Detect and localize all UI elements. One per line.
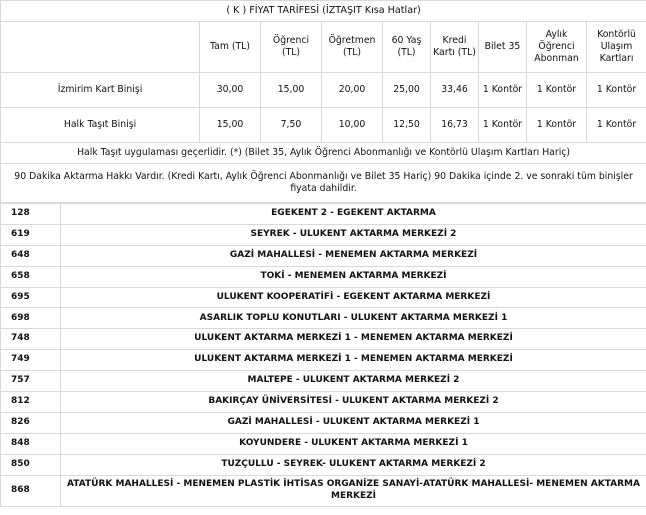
header-cell: Kredi Kartı (TL) [431, 22, 479, 73]
fare-cell: 1 Kontör [479, 108, 527, 143]
fare-row [1, 73, 646, 108]
line-route: ULUKENT AKTARMA MERKEZİ 1 - MENEMEN AKTARMA MERKEZİ [61, 329, 646, 350]
fare-cell: 15,00 [261, 73, 322, 108]
line-route: MALTEPE - ULUKENT AKTARMA MERKEZİ 2 [61, 371, 646, 392]
fare-cell: 1 Kontör [479, 73, 527, 108]
line-code: 826 [1, 412, 61, 433]
lines-table [0, 203, 646, 507]
line-code: 749 [1, 350, 61, 371]
line-route: ULUKENT KOOPERATİFİ - EGEKENT AKTARMA MERKEZİ [61, 287, 646, 308]
line-route: BAKIRÇAY ÜNİVERSİTESİ - ULUKENT AKTARMA MERKEZİ 2 [61, 392, 646, 413]
fare-row-label: İzmirim Kart Binişi [1, 73, 200, 108]
table-row [1, 412, 646, 433]
table-row [1, 266, 646, 287]
fare-row [1, 108, 646, 143]
table-row [1, 454, 646, 475]
table-row [1, 475, 646, 506]
table-row [1, 371, 646, 392]
line-code: 658 [1, 266, 61, 287]
fare-cell: 30,00 [200, 73, 261, 108]
fare-cell: 25,00 [383, 73, 431, 108]
line-route: ATATÜRK MAHALLESİ - MENEMEN PLASTİK İHTİSAS ORGANİZE SANAYİ-ATATÜRK MAHALLESİ- MENEMEN AKTARMA MERKEZİ [61, 475, 646, 506]
table-row [1, 392, 646, 413]
line-route: GAZİ MAHALLESİ - ULUKENT AKTARMA MERKEZİ 1 [61, 412, 646, 433]
fare-cell: 15,00 [200, 108, 261, 143]
line-code: 648 [1, 245, 61, 266]
table-row [1, 287, 646, 308]
line-code: 619 [1, 224, 61, 245]
line-route: ASARLIK TOPLU KONUTLARI - ULUKENT AKTARMA MERKEZİ 1 [61, 308, 646, 329]
line-code: 128 [1, 204, 61, 225]
line-code: 748 [1, 329, 61, 350]
fare-cell: 16,73 [431, 108, 479, 143]
fare-cell: 12,50 [383, 108, 431, 143]
table-row [1, 204, 646, 225]
line-code: 868 [1, 475, 61, 506]
line-route: TUZÇULLU - SEYREK- ULUKENT AKTARMA MERKEZİ 2 [61, 454, 646, 475]
header-cell: Öğretmen (TL) [322, 22, 383, 73]
line-route: SEYREK - ULUKENT AKTARMA MERKEZİ 2 [61, 224, 646, 245]
fare-cell: 7,50 [261, 108, 322, 143]
table-title: ( K ) FİYAT TARİFESİ (İZTAŞIT Kısa Hatlar) [1, 1, 646, 22]
table-row [1, 245, 646, 266]
table-row [1, 308, 646, 329]
note-halk-tasit: Halk Taşıt uygulaması geçerlidir. (*) (Bilet 35, Aylık Öğrenci Abonmanlığı ve Kontörlü Ulaşım Kartları Hariç) [1, 143, 646, 164]
header-cell: Bilet 35 [479, 22, 527, 73]
fare-cell: 1 Kontör [587, 108, 646, 143]
fare-cell: 1 Kontör [527, 108, 587, 143]
header-cell: Tam (TL) [200, 22, 261, 73]
line-route: KOYUNDERE - ULUKENT AKTARMA MERKEZİ 1 [61, 433, 646, 454]
fare-cell: 33,46 [431, 73, 479, 108]
fare-cell: 1 Kontör [587, 73, 646, 108]
table-row [1, 224, 646, 245]
line-code: 812 [1, 392, 61, 413]
fare-cell: 10,00 [322, 108, 383, 143]
header-cell: Kontörlü Ulaşım Kartları [587, 22, 646, 73]
line-code: 848 [1, 433, 61, 454]
line-code: 698 [1, 308, 61, 329]
header-cell: Aylık Öğrenci Abonman [527, 22, 587, 73]
fare-row-label: Halk Taşıt Binişi [1, 108, 200, 143]
line-route: GAZİ MAHALLESİ - MENEMEN AKTARMA MERKEZİ [61, 245, 646, 266]
fare-cell: 1 Kontör [527, 73, 587, 108]
line-route: EGEKENT 2 - EGEKENT AKTARMA [61, 204, 646, 225]
table-row [1, 433, 646, 454]
fare-table [0, 0, 646, 203]
line-code: 695 [1, 287, 61, 308]
header-cell: Öğrenci (TL) [261, 22, 322, 73]
line-code: 850 [1, 454, 61, 475]
line-route: ULUKENT AKTARMA MERKEZİ 1 - MENEMEN AKTARMA MERKEZİ [61, 350, 646, 371]
fare-cell: 20,00 [322, 73, 383, 108]
table-row [1, 329, 646, 350]
note-transfer: 90 Dakika Aktarma Hakkı Vardır. (Kredi Kartı, Aylık Öğrenci Abonmanlığı ve Bilet 35 Hariç) 90 Dakika içinde 2. ve sonraki tüm binişler fiyata dahildir. [1, 164, 646, 203]
line-route: TOKİ - MENEMEN AKTARMA MERKEZİ [61, 266, 646, 287]
header-cell: 60 Yaş (TL) [383, 22, 431, 73]
header-blank [1, 22, 200, 73]
line-code: 757 [1, 371, 61, 392]
table-row [1, 350, 646, 371]
